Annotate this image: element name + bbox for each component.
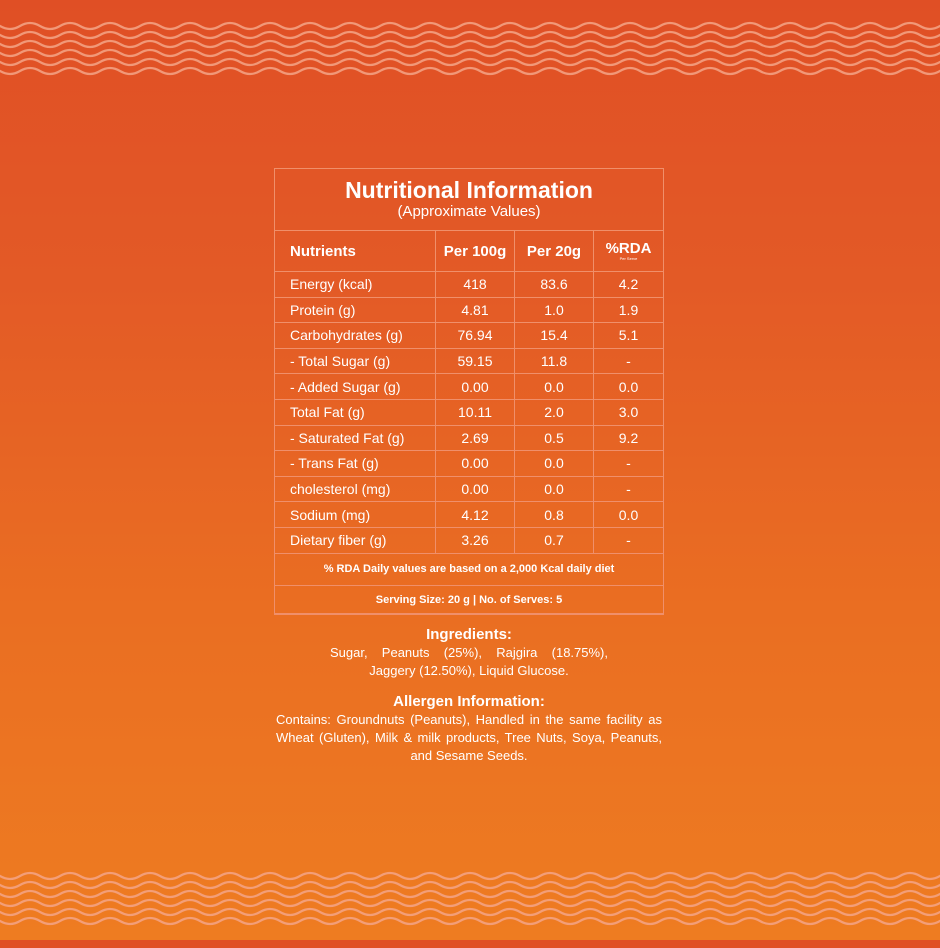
nutrient-name: cholesterol (mg) <box>275 476 436 502</box>
nutrient-name: Sodium (mg) <box>275 502 436 528</box>
nutrient-name: Carbohydrates (g) <box>275 323 436 349</box>
decorative-waves-top <box>0 18 940 98</box>
table-header-row <box>275 231 664 272</box>
value-per-100g: 0.00 <box>436 451 515 477</box>
value-rda: - <box>594 348 664 374</box>
value-per-20g: 0.0 <box>515 451 594 477</box>
ingredients-section <box>274 626 664 680</box>
allergen-section <box>274 693 664 765</box>
nutrition-title: Nutritional Information <box>345 177 593 203</box>
nutrient-name: - Saturated Fat (g) <box>275 425 436 451</box>
value-rda: - <box>594 451 664 477</box>
header-per-20g: Per 20g <box>515 231 594 272</box>
table-row <box>275 374 664 400</box>
wave-line <box>0 873 940 879</box>
wave-line <box>0 23 940 29</box>
decorative-waves-bottom <box>0 868 940 948</box>
value-per-20g: 83.6 <box>515 272 594 298</box>
value-per-100g: 76.94 <box>436 323 515 349</box>
ingredients-heading: Ingredients: <box>426 626 512 643</box>
value-per-20g: 11.8 <box>515 348 594 374</box>
nutrient-name: Total Fat (g) <box>275 399 436 425</box>
value-per-100g: 0.00 <box>436 374 515 400</box>
wave-line <box>0 50 940 56</box>
nutrition-table-body <box>275 272 664 554</box>
value-per-20g: 0.0 <box>515 374 594 400</box>
ingredients-text: Sugar, Peanuts (25%), Rajgira (18.75%), Jaggery (12.50%), Liquid Glucose. <box>330 645 608 678</box>
allergen-heading: Allergen Information: <box>393 693 545 710</box>
serving-row <box>275 585 664 614</box>
value-per-100g: 59.15 <box>436 348 515 374</box>
value-per-100g: 2.69 <box>436 425 515 451</box>
nutrition-subtitle: (Approximate Values) <box>397 203 541 220</box>
header-nutrients: Nutrients <box>275 231 436 272</box>
value-per-100g: 418 <box>436 272 515 298</box>
nutrient-name: Dietary fiber (g) <box>275 527 436 553</box>
table-row <box>275 297 664 323</box>
wave-line <box>0 68 940 74</box>
value-rda: 0.0 <box>594 502 664 528</box>
value-per-100g: 3.26 <box>436 527 515 553</box>
value-rda: 9.2 <box>594 425 664 451</box>
nutrient-name: Energy (kcal) <box>275 272 436 298</box>
wave-line <box>0 900 940 906</box>
value-per-20g: 0.5 <box>515 425 594 451</box>
value-rda: 0.0 <box>594 374 664 400</box>
wave-line <box>0 918 940 924</box>
header-rda-sublabel: Per Serve <box>619 255 638 261</box>
value-rda: 1.9 <box>594 297 664 323</box>
wave-line <box>0 891 940 897</box>
value-per-100g: 4.12 <box>436 502 515 528</box>
value-per-20g: 0.0 <box>515 476 594 502</box>
value-per-20g: 1.0 <box>515 297 594 323</box>
header-per-100g: Per 100g <box>436 231 515 272</box>
nutrient-name: Protein (g) <box>275 297 436 323</box>
value-rda: - <box>594 476 664 502</box>
table-row <box>275 451 664 477</box>
serving-info: Serving Size: 20 g | No. of Serves: 5 <box>275 585 664 614</box>
wave-line <box>0 41 940 47</box>
table-row <box>275 348 664 374</box>
table-row <box>275 476 664 502</box>
value-per-100g: 0.00 <box>436 476 515 502</box>
table-row <box>275 502 664 528</box>
value-per-100g: 10.11 <box>436 399 515 425</box>
table-row <box>275 323 664 349</box>
value-per-20g: 2.0 <box>515 399 594 425</box>
header-rda-label: %RDA <box>605 239 652 257</box>
footnote-row <box>275 553 664 585</box>
nutrition-panel <box>274 168 664 614</box>
table-row <box>275 527 664 553</box>
value-rda: 3.0 <box>594 399 664 425</box>
nutrient-name: - Trans Fat (g) <box>275 451 436 477</box>
wave-line <box>0 882 940 888</box>
rda-footnote: % RDA Daily values are based on a 2,000 Kcal daily diet <box>275 553 664 585</box>
value-rda: 4.2 <box>594 272 664 298</box>
value-rda: - <box>594 527 664 553</box>
nutrient-name: - Total Sugar (g) <box>275 348 436 374</box>
table-row <box>275 425 664 451</box>
wave-line <box>0 59 940 65</box>
nutrition-table <box>274 230 664 615</box>
header-rda <box>594 231 664 272</box>
table-row <box>275 272 664 298</box>
table-row <box>275 399 664 425</box>
value-per-20g: 0.8 <box>515 502 594 528</box>
wave-line <box>0 909 940 915</box>
value-per-20g: 0.7 <box>515 527 594 553</box>
value-per-100g: 4.81 <box>436 297 515 323</box>
value-per-20g: 15.4 <box>515 323 594 349</box>
wave-line <box>0 32 940 38</box>
value-rda: 5.1 <box>594 323 664 349</box>
allergen-text: Contains: Groundnuts (Peanuts), Handled in the same facility as Wheat (Gluten), Milk & milk products, Tree Nuts, Soya, Peanuts, and Sesame Seeds. <box>276 712 662 763</box>
nutrient-name: - Added Sugar (g) <box>275 374 436 400</box>
